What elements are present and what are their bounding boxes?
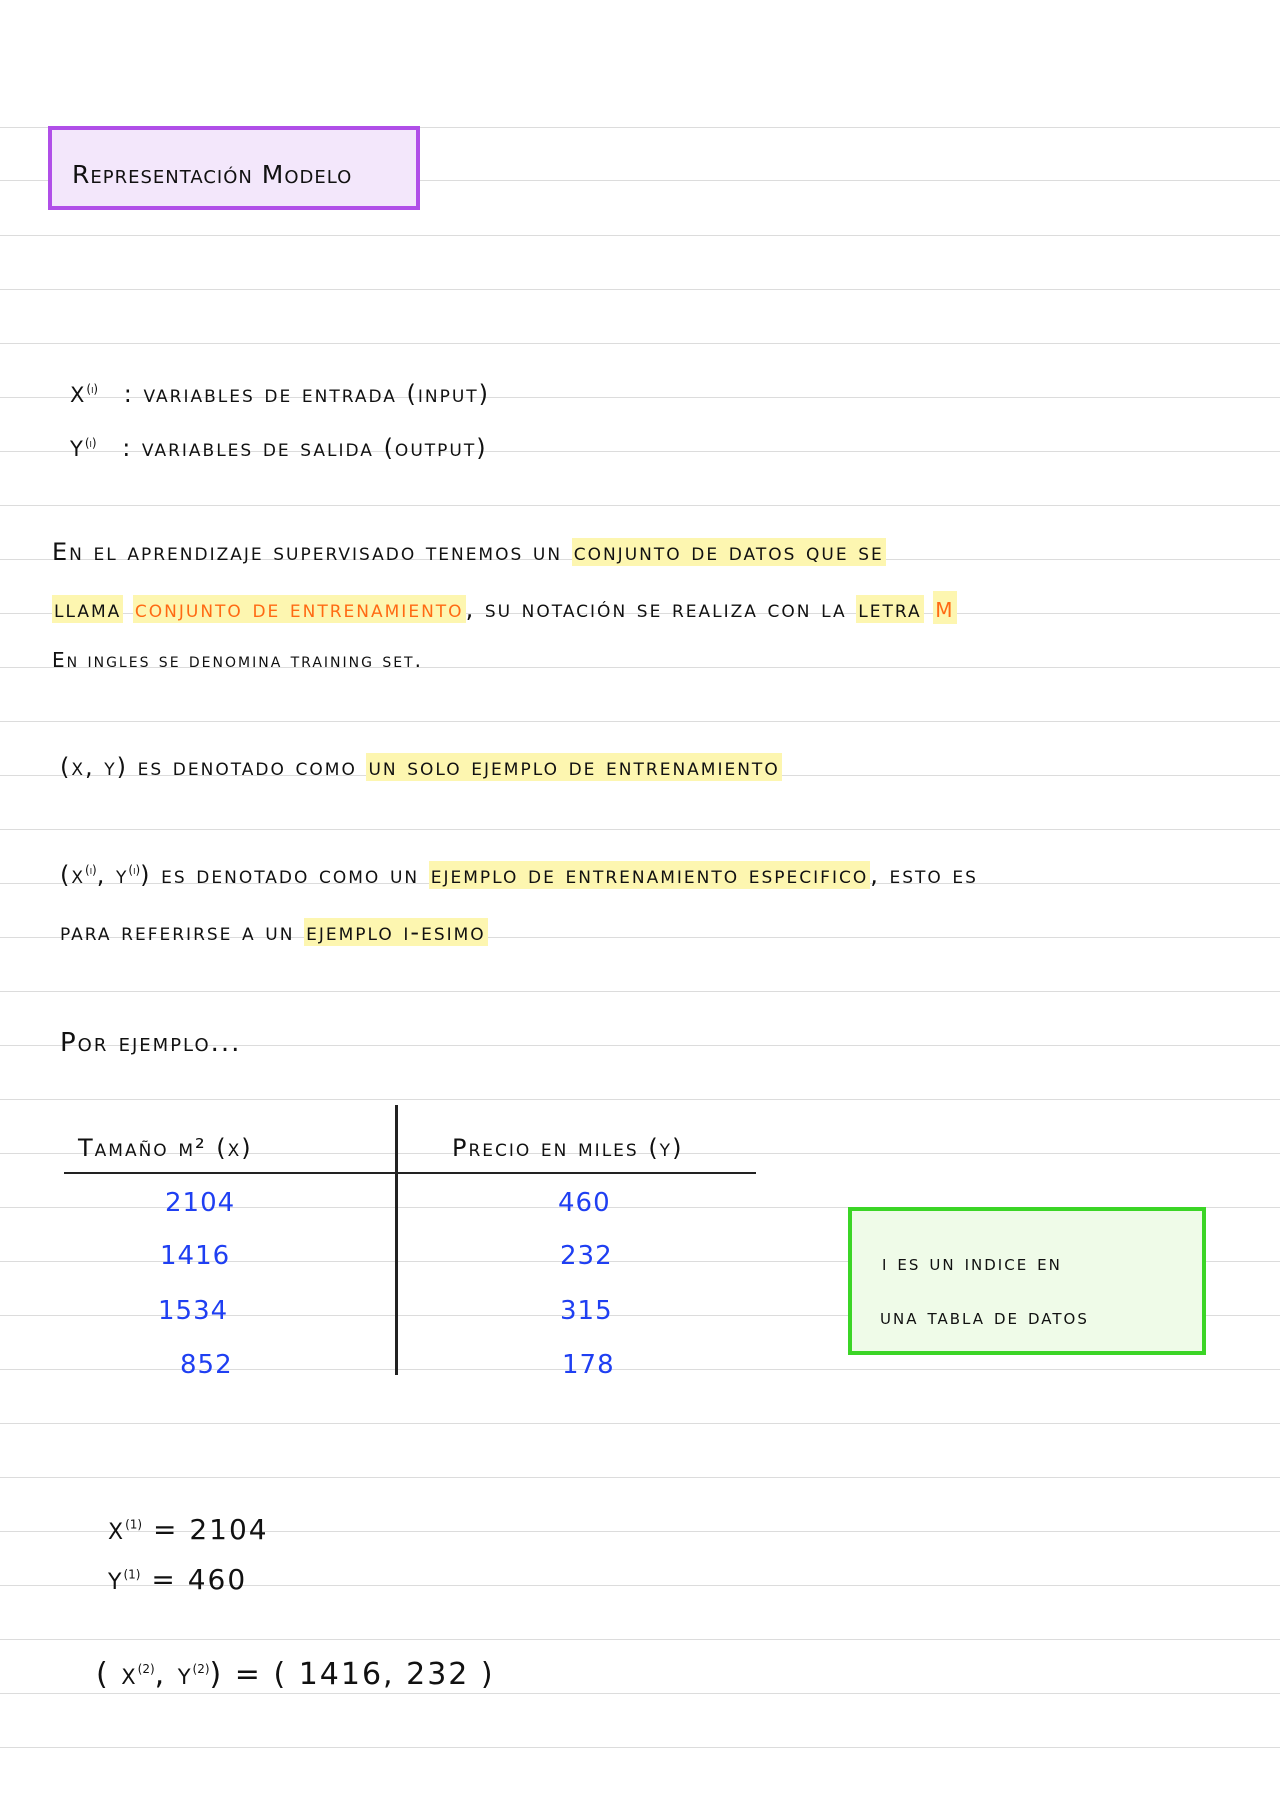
- note-line1: i es un indice en: [882, 1251, 1062, 1276]
- definition-y: $y^{(i)}$ : variables de salida (output): [70, 429, 488, 464]
- table-cell: 852: [180, 1350, 233, 1380]
- table-cell: 315: [560, 1296, 613, 1326]
- title-box: [48, 126, 420, 210]
- note-line2: una tabla de datos: [880, 1305, 1089, 1330]
- table-cell: 178: [562, 1350, 615, 1380]
- page-title: Representación Modelo: [72, 160, 353, 189]
- specific-line2: para referirse a un ejemplo i-esimo: [60, 918, 486, 946]
- table-divider-horizontal: [64, 1172, 756, 1174]
- table-cell: 1534: [158, 1296, 229, 1326]
- paragraph1-line2: llama conjunto de entrenamiento, su notación se realiza con la letra m: [54, 591, 955, 624]
- table-cell: 460: [558, 1188, 611, 1218]
- definition-x: $x^{(i)}$ : variables de entrada (input): [70, 375, 491, 410]
- example-y1: $y^{(1)} = 460$: [108, 1559, 248, 1597]
- index-note-box: [848, 1207, 1206, 1355]
- example-pair2: ( $x^{(2)}$, $y^{(2)}$) = ( 1416, 232 ): [96, 1657, 495, 1692]
- table-divider-vertical: [395, 1105, 398, 1375]
- paragraph1-line1: En el aprendizaje supervisado tenemos un conjunto de datos que se: [52, 538, 884, 566]
- table-cell: 2104: [165, 1188, 236, 1218]
- table-cell: 232: [560, 1241, 613, 1271]
- paragraph1-line3: En ingles se denomina training set.: [52, 648, 423, 672]
- table-header-size: Tamaño m² (x): [78, 1134, 253, 1162]
- table-cell: 1416: [160, 1241, 231, 1271]
- por-ejemplo-label: Por ejemplo...: [60, 1028, 242, 1058]
- table-header-price: Precio en miles (y): [452, 1134, 684, 1162]
- pair-line: (x, y) es denotado como un solo ejemplo de entrenamiento: [60, 753, 780, 781]
- specific-line1: ($x^{(i)}$, $y^{(i)}$) es denotado como un ejemplo de entrenamiento especifico, esto es: [60, 861, 978, 889]
- example-x1: $x^{(1)} = 2104$: [108, 1509, 269, 1547]
